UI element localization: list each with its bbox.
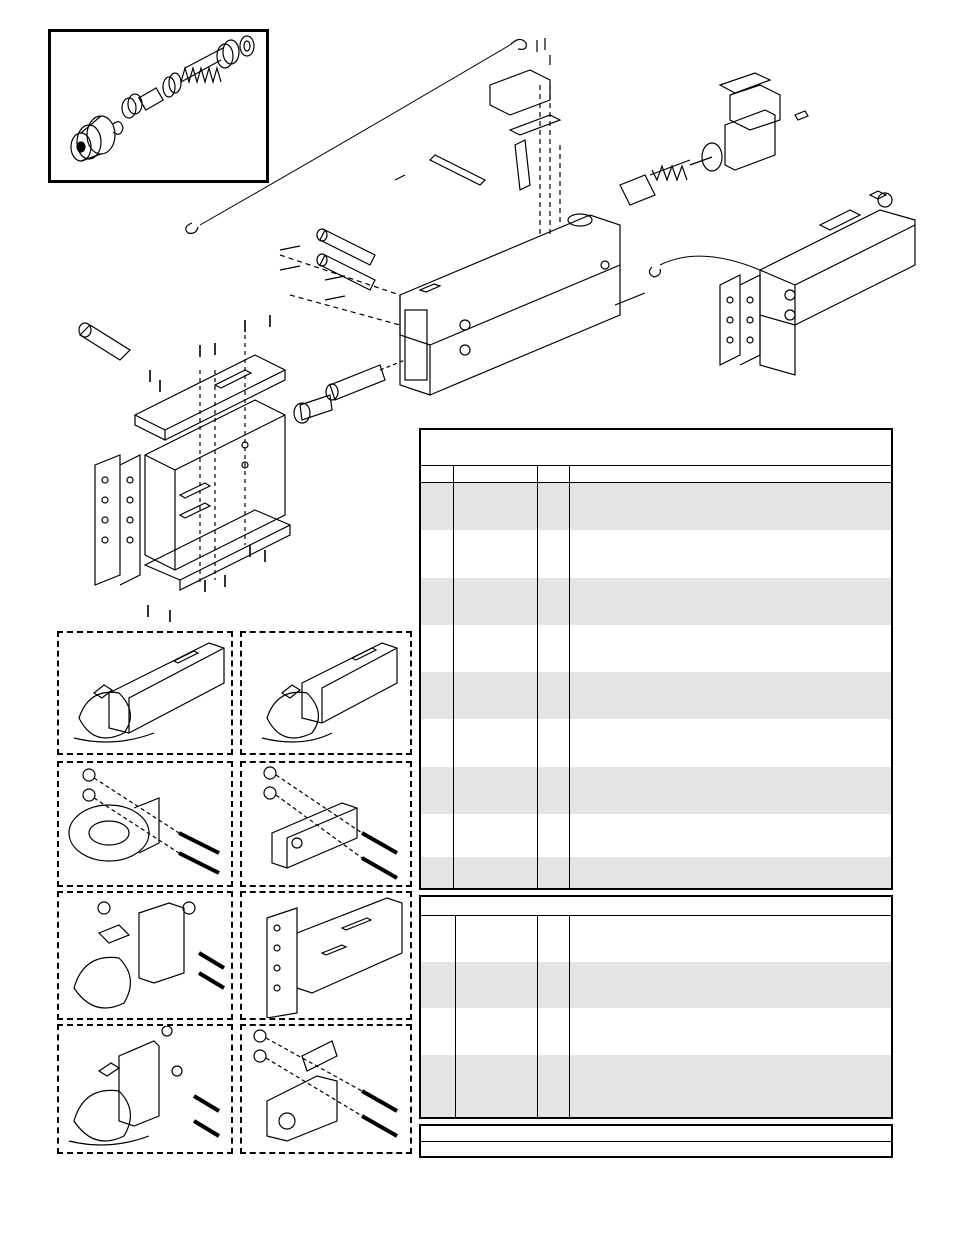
table-row [421, 962, 891, 1008]
options-table [419, 895, 893, 1119]
table-row [421, 719, 891, 767]
mounting-plate-channel-option [242, 893, 410, 1018]
clevis-option [242, 763, 410, 885]
option-panel-1 [57, 631, 233, 755]
table-row [421, 857, 891, 888]
option-panel-2 [240, 631, 412, 755]
table-row [421, 625, 891, 672]
table-row [421, 578, 891, 625]
table-row [421, 1008, 891, 1055]
table-row [421, 814, 891, 857]
adjustable-ball-coupler-option [59, 1026, 231, 1152]
lunette-eye-option [59, 763, 231, 885]
table-row [421, 530, 891, 578]
footer-table [419, 1124, 893, 1158]
option-panel-6 [240, 891, 412, 1020]
table-row [421, 672, 891, 719]
table-row [421, 483, 891, 530]
option-panel-5 [57, 891, 233, 1020]
2in-ball-coupler-tapered-option [242, 633, 410, 753]
combination-coupler-option [59, 893, 231, 1018]
table-row [421, 916, 891, 962]
clevis-bolt-on-option [242, 1026, 410, 1152]
table-row [421, 1055, 891, 1117]
option-panel-8 [240, 1024, 412, 1154]
parts-table [419, 428, 893, 890]
option-panel-7 [57, 1024, 233, 1154]
2in-ball-coupler-channel-option [59, 633, 231, 753]
option-panel-3 [57, 761, 233, 887]
table-row [421, 767, 891, 814]
option-panel-4 [240, 761, 412, 887]
